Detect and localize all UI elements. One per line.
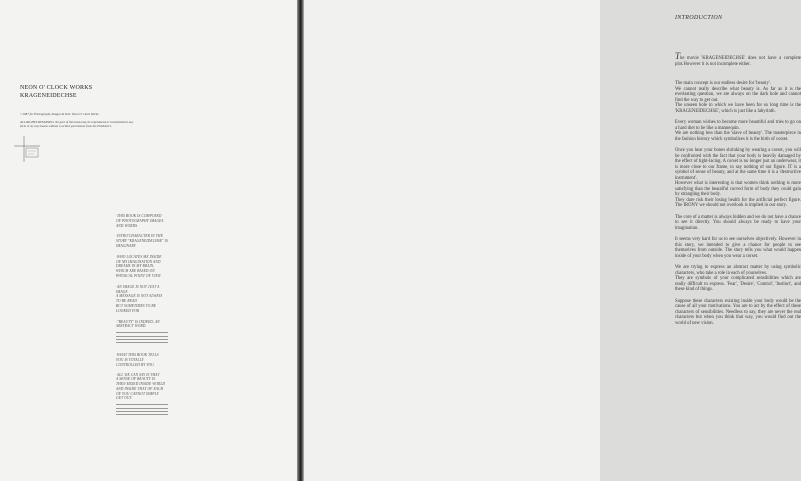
brand-name: NEON O' CLOCK WORKS — [20, 85, 93, 91]
book-gutter — [297, 0, 304, 481]
rule-lines — [116, 332, 172, 343]
paragraph: Once you hear your bones shrinking by wearing a corset, you will be confronted with the fact that your body is heavily damaged by the effect of tight-lacing. A corset is no longer just an underwear, it is more close to our frame, to say nothing of our figure. IT is a symbol of sense of beauty, and at the same time it is a 'destructive instrument'. However what is interesting is that women think nothing is more satisfying than the beautiful curved form of body they could gain by strangling their body. They dare risk their losing health for the artificial perfect figure. The IRONY we should not overlook is implied in our story. — [675, 148, 801, 208]
paragraph: Every woman wishes to become more beautiful and tries to go on a hard diet to be like a mannequin. We are nothing less than the 'slave of beauty'. The masterpiece in the fashion history which symbolizes it is the birth of corset. — [675, 120, 801, 142]
right-page — [304, 0, 801, 481]
note-item: ·WHAT THIS BOOK TELLS YOU IS TOTALLY CONTROLLED BY YOU. ·ALL WE CAN SAY IS THAT A SENSE OF BEAUTY IS THEN MIXED INSIDE WORLD AND INSIDE THAT OF EACH OF YOU CANNOT SIMPLY GET OUT. — [116, 353, 166, 401]
rule-line — [116, 411, 168, 412]
crosshair-emblem-icon — [14, 136, 42, 164]
copyright-notice — [20, 112, 138, 129]
left-page — [0, 0, 297, 481]
rule-line — [116, 404, 168, 405]
paragraph: Suppose these characters existing inside your body would be the cause of all your motivations. You are to act by the effect of these characters of sensibilities. Needless to say, they are never the real characters but when you think that way, you would find out the world of new vision. — [675, 298, 801, 326]
paragraph: The movie 'KRAGENEIDECHSE' does not have a complete plot.However it is not incomplete either. — [675, 51, 801, 67]
paragraph: It seems very hard for us to see ourselves objectively. However in this story, we intended to give a chance for people to see themselves from outside. The story tells you what would happen inside of your body when you wear a corset. — [675, 237, 801, 259]
paragraph: We are trying to express an abstract matter by using symbolic characters, who take a role in each of yourselves. They are symbols of your complicated sensibilities which are really difficult to express. 'Fear', 'Desire', 'Control', 'Instinct', and these kind of things. — [675, 265, 801, 292]
paragraph: The main concept is our endless desire for 'beauty'. We cannot really describe what beauty is. As far as it is the everlasting question, we are always on the dark hole and cannot find the way to get out. The unseen hole in which we have been for so long time is the 'KRAGENEIDECHSE', which is just like a labyrinth. — [675, 81, 801, 114]
rule-lines — [116, 404, 172, 415]
rule-line — [116, 332, 168, 333]
note-item: ·WHO LOCATES ME INSIDE OF MY IMAGINATION AND DREAMS IN MY BRAIN, WHICH ARE BASED ON PHYSICAL POINT OF VIEW — [116, 254, 162, 278]
publisher-brand — [20, 84, 92, 100]
note-item: ·AN IMAGE IS NOT JUST A IMAGE A MESSAGE IS NOT ALWAYS TO BE READ BUT SOMETIMES TO BE LOOKED FOR — [116, 284, 163, 313]
introduction-text — [675, 51, 801, 332]
page-heading: INTRODUCTION — [675, 15, 723, 21]
paragraph: The core of a matter is always hidden and we do not have a chance to see it directly. You should always be ready to have your imagination. — [675, 214, 801, 231]
side-notes — [116, 214, 172, 421]
rule-line — [116, 342, 168, 343]
note-item: ·THIS BOOK IS COMPOSED OF PHOTOGRAPHY IMAGES AND WORDS. — [116, 214, 164, 228]
rule-line — [116, 414, 168, 415]
note-item: ·INTRO'CHARACTER IN THE STORY "KRAGENEIDECHSE" IS IMAGINARY — [116, 234, 168, 248]
book-title: KRAGENEIDECHSE — [20, 93, 77, 99]
note-item: ·"BEAUTY" IS INDEED, AN ABSTRACT WORD. — [116, 319, 160, 329]
rights-reserved-text: ALL RIGHTS RESERVED. No part of this book may be reproduced or transmitted in any form or by any means without a written permission from the Publishers. — [20, 119, 134, 129]
copyright-line: ©1987 for Photography Images & Text: Neon O' clock Works — [20, 112, 99, 116]
rule-line — [116, 336, 168, 337]
rule-line — [116, 408, 168, 409]
rule-line — [116, 339, 168, 340]
